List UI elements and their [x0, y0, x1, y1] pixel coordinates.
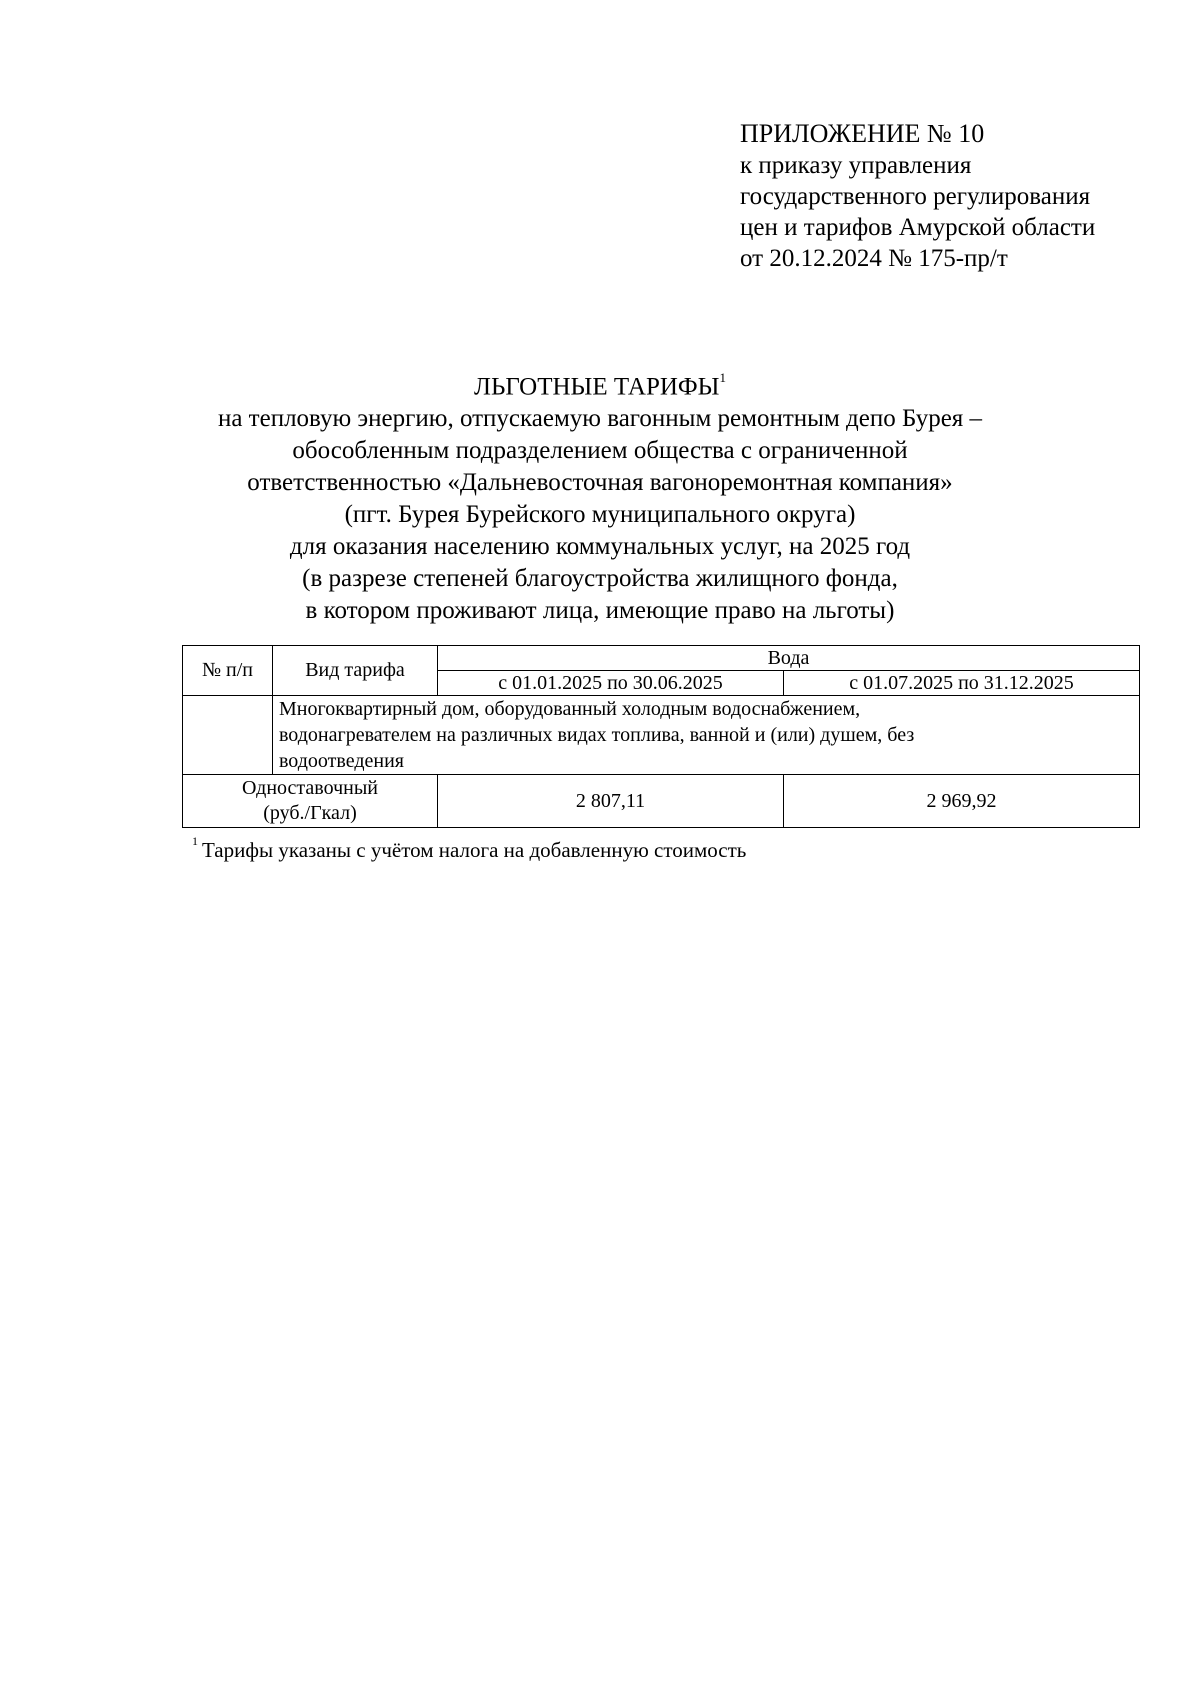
- footnote: [192, 834, 747, 863]
- header-number: № п/п: [183, 646, 273, 696]
- title-line-5: для оказания населению коммунальных услуг, на 2025 год: [289, 533, 911, 561]
- category-description: [273, 696, 1140, 775]
- appendix-header: [740, 118, 1095, 274]
- heading-text: ЛЬГОТНЫЕ ТАРИФЫ: [474, 373, 720, 401]
- title-line-3: ответственностью «Дальневосточная вагоноремонтная компания»: [247, 469, 953, 497]
- appendix-line-3: цен и тарифов Амурской области: [740, 214, 1096, 241]
- rate-type-line-2: (руб./Гкал): [263, 802, 357, 824]
- title-line-6: (в разрезе степеней благоустройства жилищного фонда,: [302, 565, 898, 593]
- title-line-2: обособленным подразделением общества с ограниченной: [292, 437, 908, 465]
- document-heading: [0, 365, 1200, 403]
- footnote-text: Тарифы указаны с учётом налога на добавленную стоимость: [202, 838, 747, 862]
- title-line-1: на тепловую энергию, отпускаемую вагонным ремонтным депо Бурея –: [217, 405, 983, 433]
- category-number-cell: [183, 696, 273, 775]
- footnote-mark: 1: [192, 834, 198, 848]
- title-line-7: в котором проживают лица, имеющие право на льготы): [305, 597, 895, 625]
- category-line-3: водоотведения: [279, 750, 404, 772]
- header-period-2: с 01.07.2025 по 31.12.2025: [784, 671, 1140, 696]
- tariff-value-period-2: 2 969,92: [784, 775, 1140, 828]
- heading-footnote-mark: 1: [719, 370, 726, 385]
- table-row: [183, 775, 1140, 828]
- title-line-4: (пгт. Бурея Бурейского муниципального округа): [344, 501, 856, 529]
- document-title-block: [0, 365, 1200, 627]
- appendix-title: ПРИЛОЖЕНИЕ № 10: [740, 119, 985, 148]
- tariff-value-period-1: 2 807,11: [438, 775, 784, 828]
- header-tariff-type: Вид тарифа: [273, 646, 438, 696]
- header-period-1: с 01.01.2025 по 30.06.2025: [438, 671, 784, 696]
- rate-type-cell: [183, 775, 438, 828]
- header-water: Вода: [438, 646, 1140, 671]
- rate-type-line-1: Одноставочный: [242, 777, 378, 799]
- table-category-row: [183, 696, 1140, 775]
- category-line-2: водонагревателем на различных видах топлива, ванной и (или) душем, без: [279, 724, 915, 746]
- appendix-line-2: государственного регулирования: [740, 183, 1091, 210]
- appendix-line-4: от 20.12.2024 № 175-пр/т: [740, 245, 1008, 272]
- category-line-1: Многоквартирный дом, оборудованный холодным водоснабжением,: [279, 698, 861, 720]
- table-header-row: [183, 646, 1140, 671]
- appendix-line-1: к приказу управления: [740, 152, 972, 179]
- tariff-table: [182, 645, 1140, 828]
